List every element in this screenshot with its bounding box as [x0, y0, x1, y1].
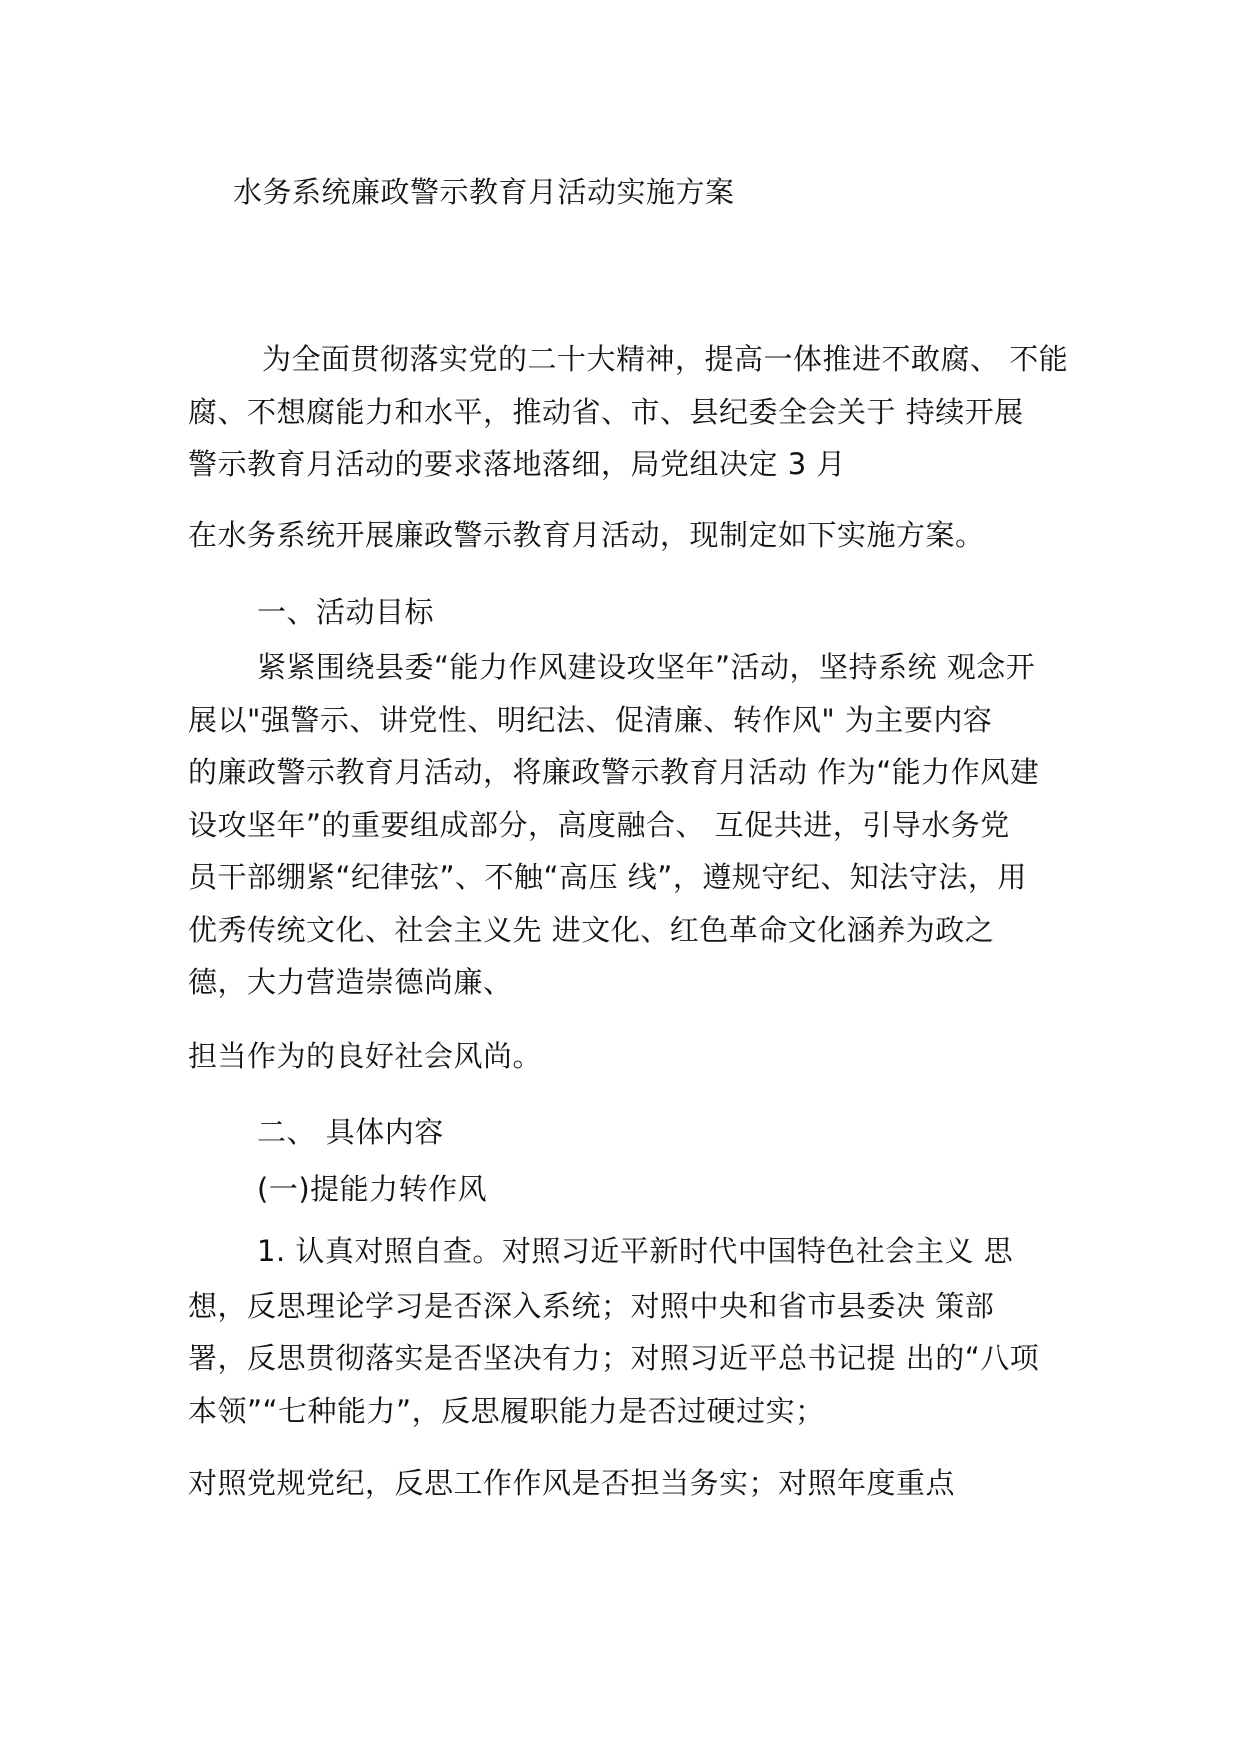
paragraph-line: 1. 认真对照自查。对照习近平新时代中国特色社会主义 思	[257, 1234, 1014, 1268]
paragraph-line: 设攻坚年”的重要组成部分，高度融合、 互促共进，引导水务党	[188, 808, 1010, 842]
paragraph-line: 紧紧围绕县委“能力作风建设攻坚年”活动，坚持系统 观念开	[257, 650, 1036, 684]
paragraph-line: 想，反思理论学习是否深入系统；对照中央和省市县委决 策部	[188, 1289, 995, 1323]
paragraph-line: 警示教育月活动的要求落地落细，局党组决定 3 月	[188, 447, 846, 481]
paragraph-line: 对照党规党纪，反思工作作风是否担当务实；对照年度重点	[188, 1466, 956, 1500]
paragraph-line: 担当作为的良好社会风尚。	[188, 1039, 543, 1073]
section-heading: 一、活动目标	[257, 595, 435, 629]
paragraph-line: 腐、不想腐能力和水平，推动省、市、县纪委全会关于 持续开展	[188, 395, 1024, 429]
paragraph-line: 本领”“七种能力”，反思履职能力是否过硬过实；	[188, 1394, 825, 1428]
paragraph-line: 德，大力营造崇德尚廉、	[188, 965, 513, 999]
paragraph-line: 署，反思贯彻落实是否坚决有力；对照习近平总书记提 出的“八项	[188, 1341, 1040, 1375]
document-title: 水务系统廉政警示教育月活动实施方案	[233, 175, 735, 209]
paragraph-line: 的廉政警示教育月活动，将廉政警示教育月活动 作为“能力作风建	[188, 755, 1040, 789]
section-heading: 二、 具体内容	[257, 1115, 444, 1149]
paragraph-line: 展以"强警示、讲党性、明纪法、促清廉、转作风" 为主要内容	[188, 703, 993, 737]
paragraph-line: 优秀传统文化、社会主义先 进文化、红色革命文化涵养为政之	[188, 913, 995, 947]
paragraph-line: 在水务系统开展廉政警示教育月活动，现制定如下实施方案。	[188, 518, 985, 552]
subsection-heading: (一)提能力转作风	[257, 1172, 488, 1206]
paragraph-line: 为全面贯彻落实党的二十大精神，提高一体推进不敢腐、 不能	[262, 342, 1069, 376]
paragraph-line: 员干部绷紧“纪律弦”、不触“高压 线”，遵规守纪、知法守法，用	[188, 860, 1027, 894]
